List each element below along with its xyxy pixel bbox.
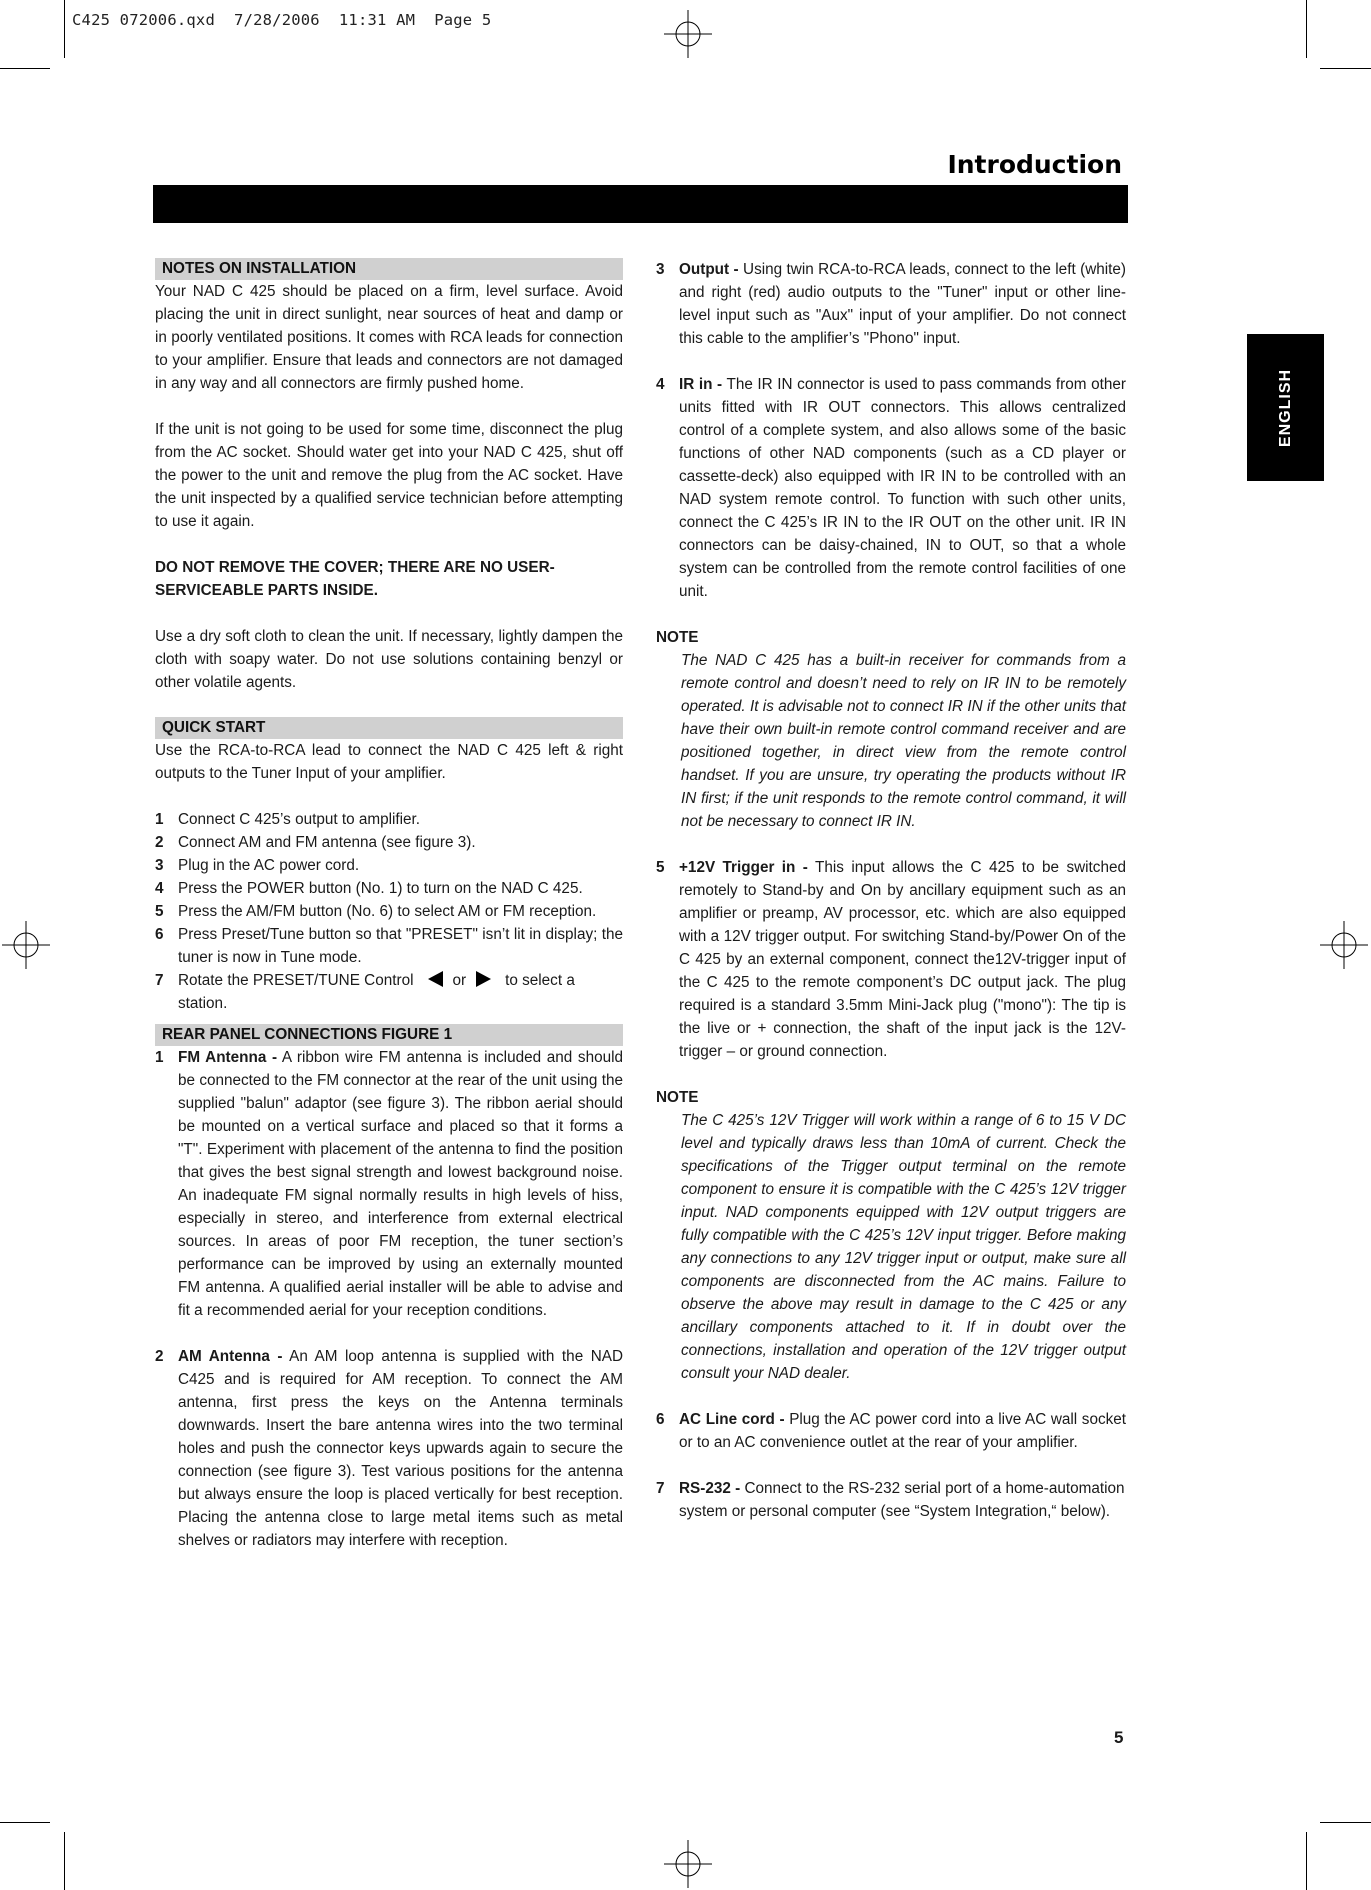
- item-number: 2: [155, 1348, 164, 1365]
- note-text: The NAD C 425 has a built-in receiver for commands from a remote control and doesn’t need to rely on IR IN to be remotely operated. It is advisable not to connect IR IN if the other units that have their own built-in remote control command receiver and are positioned together, in direct view from the remote control handset. If you are unsure, try operating the products without IR IN first; if the unit responds to the remote control command, it will not be necessary to connect IR IN.: [681, 652, 1126, 830]
- list-item: [656, 373, 1126, 603]
- item-label: IR in -: [679, 376, 723, 393]
- list-item: [155, 854, 623, 877]
- list-item: [155, 877, 623, 900]
- section-heading-rear-panel: REAR PANEL CONNECTIONS FIGURE 1: [155, 1024, 623, 1046]
- step-number: 3: [155, 857, 164, 874]
- note-text: The C 425’s 12V Trigger will work within a range of 6 to 15 V DC level and typically draws less than 10mA of current. Check the specifications of the Trigger output terminal on the remote component to ensure it is compatible with the C 425’s 12V trigger input. NAD components equipped with 12V output triggers are fully compatible with the C 425’s 12V input trigger. Before making any connections to any 12V trigger input or output, make sure all components are disconnected from the AC mains. Failure to observe the above may result in damage to the C 425 or any ancillary components attached to it. If in doubt over the connections, installation and operation of the 12V trigger output consult your NAD dealer.: [681, 1112, 1126, 1382]
- list-item: [656, 258, 1126, 350]
- crop-mark: [64, 0, 65, 58]
- item-number: 7: [656, 1480, 665, 1497]
- paragraph: Use the RCA-to-RCA lead to connect the NAD C 425 left & right outputs to the Tuner Input of your amplifier.: [155, 742, 623, 782]
- step-text: Press the AM/FM button (No. 6) to select AM or FM reception.: [178, 903, 597, 920]
- left-column: [155, 258, 623, 1552]
- registration-mark-icon: [2, 921, 50, 969]
- crop-mark: [1306, 1832, 1307, 1890]
- item-number: 5: [656, 859, 665, 876]
- language-tab: [1247, 334, 1324, 481]
- arrow-left-icon: [428, 971, 443, 987]
- step-text: to select a station.: [178, 972, 575, 1012]
- language-tab-label: ENGLISH: [1276, 368, 1294, 447]
- item-number: 3: [656, 261, 665, 278]
- note-heading: NOTE: [656, 629, 699, 646]
- page-title: Introduction: [947, 150, 1122, 179]
- crop-mark: [1320, 1822, 1371, 1823]
- step-number: 2: [155, 834, 164, 851]
- item-label: AM Antenna -: [178, 1348, 283, 1365]
- crop-mark: [1320, 68, 1371, 69]
- section-heading-quick-start: QUICK START: [155, 717, 623, 739]
- page-number: 5: [1114, 1728, 1124, 1747]
- print-slug: C425 072006.qxd 7/28/2006 11:31 AM Page 5: [72, 11, 492, 29]
- step-text: Plug in the AC power cord.: [178, 857, 360, 874]
- step-text: Press the POWER button (No. 1) to turn on the NAD C 425.: [178, 880, 583, 897]
- rear-panel-item-4: [656, 373, 1126, 603]
- item-text: Plug the AC power cord into a live AC wall socket or to an AC convenience outlet at the rear of your amplifier.: [679, 1411, 1127, 1451]
- step-number: 6: [155, 926, 164, 943]
- step-text: Connect AM and FM antenna (see figure 3).: [178, 834, 476, 851]
- step-text: Press Preset/Tune button so that "PRESET" isn’t lit in display; the tuner is now in Tune mode.: [178, 926, 623, 966]
- item-text: A ribbon wire FM antenna is included and should be connected to the FM connector at the rear of the unit using the supplied "balun" adaptor (see figure 3). The ribbon aerial should be mounted on a vertical surface and placed so that it forms a "T". Experiment with placement of the antenna to find the position that gives the best signal strength and lowest background noise. An inadequate FM signal normally results in high levels of hiss, especially in stereo, and interference from external electrical sources. In areas of poor FM reception, the tuner section’s performance can be improved by using an externally mounted FM antenna. A qualified aerial installer will be able to advise and fit a recommended aerial for your reception conditions.: [178, 1049, 624, 1319]
- step-number: 7: [155, 972, 164, 989]
- item-number: 1: [155, 1049, 164, 1066]
- rear-panel-item-7: [656, 1477, 1126, 1523]
- item-label: +12V Trigger in -: [679, 859, 808, 876]
- rear-panel-items: [155, 1345, 623, 1552]
- rear-panel-item-3: [656, 258, 1126, 350]
- list-item: [656, 856, 1126, 1063]
- step-number: 4: [155, 880, 164, 897]
- crop-mark: [1306, 0, 1307, 58]
- item-text: An AM loop antenna is supplied with the NAD C425 and is required for AM reception. To connect the AM antenna, first press the keys on the Antenna terminals downwards. Insert the bare antenna wires into the two terminal holes and push the connector keys upwards again to secure the connection (see figure 3). Test various positions for the antenna but always ensure the loop is placed vertically for best reception. Placing the antenna close to large metal items such as metal shelves or radiators may interfere with reception.: [178, 1348, 623, 1549]
- list-item: [155, 808, 623, 831]
- section-heading-installation: NOTES ON INSTALLATION: [155, 258, 623, 280]
- registration-mark-icon: [664, 10, 712, 58]
- paragraph: If the unit is not going to be used for some time, disconnect the plug from the AC socket. Should water get into your NAD C 425, shut off the power to the unit and remove the plug from the AC socket. Have the unit inspected by a qualified service technician before attempting to use it again.: [155, 421, 623, 530]
- registration-mark-icon: [1320, 921, 1368, 969]
- quick-start-steps: [155, 808, 623, 1015]
- list-item: [155, 900, 623, 923]
- rear-panel-items: [155, 1046, 623, 1322]
- rear-panel-item-5: [656, 856, 1126, 1063]
- list-item: [155, 831, 623, 854]
- right-column: [656, 258, 1126, 1523]
- crop-mark: [0, 1822, 50, 1823]
- item-number: 6: [656, 1411, 665, 1428]
- arrow-right-icon: [476, 971, 491, 987]
- list-item: [656, 1477, 1126, 1523]
- paragraph: Your NAD C 425 should be placed on a firm, level surface. Avoid placing the unit in direct sunlight, near sources of heat and damp or in poorly ventilated positions. It comes with RCA leads for connection to your amplifier. Ensure that leads and connectors are not damaged in any way and all connectors are firmly pushed home.: [155, 283, 623, 392]
- step-text: Rotate the PRESET/TUNE Control: [178, 972, 414, 989]
- list-item: [656, 1408, 1126, 1454]
- crop-mark: [64, 1832, 65, 1890]
- item-text: Connect to the RS-232 serial port of a home-automation system or personal computer (see “System Integration,“ below).: [679, 1480, 1125, 1520]
- warning-text: DO NOT REMOVE THE COVER; THERE ARE NO USER-SERVICEABLE PARTS INSIDE.: [155, 559, 555, 599]
- item-text: Using twin RCA-to-RCA leads, connect to the left (white) and right (red) audio outputs to the "Tuner" input or other line-level input such as "Aux" input of your amplifier. Do not connect this cable to the amplifier’s "Phono" input.: [679, 261, 1126, 347]
- paragraph: Use a dry soft cloth to clean the unit. If necessary, lightly dampen the cloth with soapy water. Do not use solutions containing benzyl or other volatile agents.: [155, 628, 623, 691]
- step-number: 1: [155, 811, 164, 828]
- rear-panel-item-6: [656, 1408, 1126, 1454]
- list-item: [155, 923, 623, 969]
- item-text: The IR IN connector is used to pass commands from other units fitted with IR OUT connectors. This allows centralized control of a complete system, and also allows some of the basic functions of other NAD components (such as a CD player or cassette-deck) also equipped with IR IN to be controlled with an NAD system remote control. To function with such other units, connect the C 425’s IR IN to the IR OUT on the other unit. IR IN connectors can be daisy-chained, IN to OUT, so that a whole system can be controlled from the remote control facilities of one unit.: [679, 376, 1126, 600]
- step-text: Connect C 425’s output to amplifier.: [178, 811, 421, 828]
- crop-mark: [0, 68, 50, 69]
- item-label: RS-232 -: [679, 1480, 741, 1497]
- step-text: or: [452, 972, 467, 989]
- header-bar: [153, 185, 1128, 223]
- item-text: This input allows the C 425 to be switched remotely to Stand-by and On by ancillary equipment such as an amplifier or preamp, AV processor, etc. which are also equipped with a 12V trigger output. For switching Stand-by/Power On of the C 425 by an external component, connect the12V-trigger input of the C 425 to the remote component’s DC output jack. The plug required is a standard 3.5mm Mini-Jack plug ("mono"): The tip is the live or + connection, the shaft of the input jack is the 12V-trigger – or ground connection.: [679, 859, 1126, 1060]
- item-number: 4: [656, 376, 665, 393]
- item-label: Output -: [679, 261, 739, 278]
- note-heading: NOTE: [656, 1089, 699, 1106]
- list-item: [155, 969, 623, 1015]
- item-label: AC Line cord -: [679, 1411, 785, 1428]
- item-label: FM Antenna -: [178, 1049, 278, 1066]
- list-item: [155, 1046, 623, 1322]
- step-number: 5: [155, 903, 164, 920]
- list-item: [155, 1345, 623, 1552]
- registration-mark-icon: [664, 1840, 712, 1888]
